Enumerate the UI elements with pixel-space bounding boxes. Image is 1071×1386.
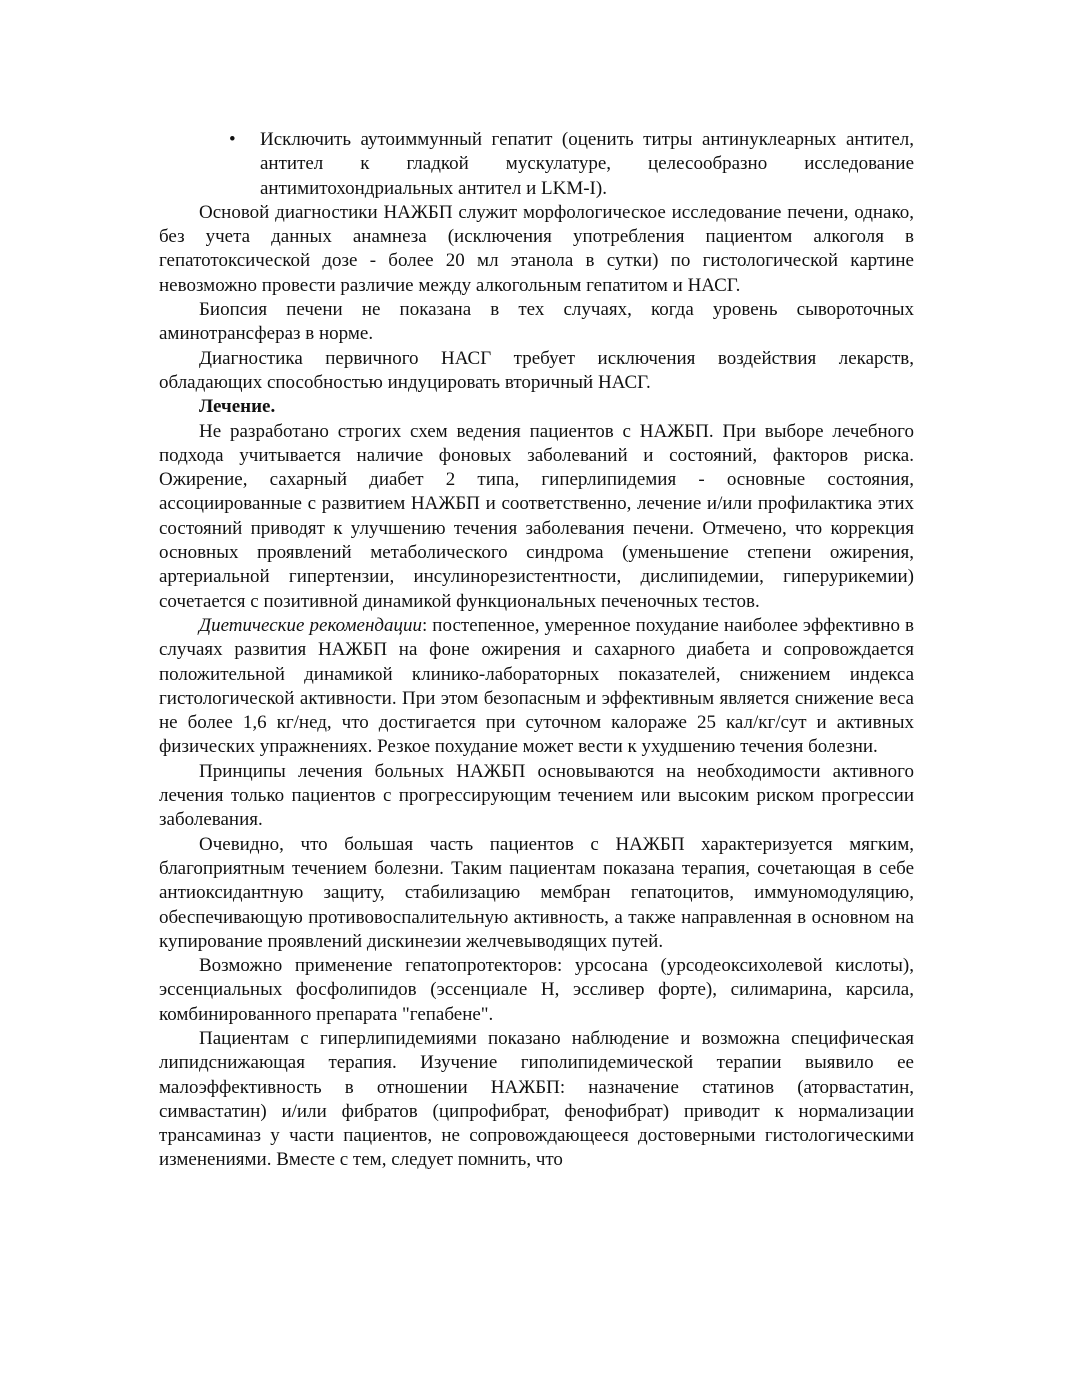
paragraph-treatment-schemes: Не разработано строгих схем ведения пациентов с НАЖБП. При выборе лечебного подхода учитывается наличие фоновых заболеваний и состояний, факторов риска. Ожирение, сахарный диабет 2 типа, гиперлипидемия - основные состояния, ассоциированные с развитием НАЖБП и соответственно, лечение и/или профилактика этих состояний приводят к улучшению течения заболевания печени. Отмечено, что коррекция основных проявлений метаболического синдрома (уменьшение степени ожирения, артериальной гипертензии, инсулинорезистентности, дислипидемии, гиперурикемии) сочетается с позитивной динамикой функциональных печеночных тестов.: [159, 420, 914, 612]
document-page: [159, 128, 914, 1173]
paragraph-primary-nash: Диагностика первичного НАСГ требует исключения воздействия лекарств, обладающих способностью индуцировать вторичный НАСГ.: [159, 347, 914, 393]
paragraph-hepatoprotectors: Возможно применение гепатопротекторов: урсосана (урсодеоксихолевой кислоты), эссенциальных фосфолипидов (эссенциале Н, эссливер форте), силимарина, карсила, комбинированного препарата "гепабене".: [159, 955, 914, 1025]
section-heading-treatment: Лечение.: [199, 396, 276, 418]
diet-recommendations-term: Диетические рекомендации: [199, 614, 422, 636]
diet-recommendations-text: : постепенное, умеренное похудание наиболее эффективно в случаях развития НАЖБП на фоне ожирения и сахарного диабета и сопровождается положительной динамикой клинико-лабораторных показателей, снижением индекса гистологической активности. При этом безопасным и эффективным является снижение веса не более 1,6 кг/нед, что достигается при суточном калораже 25 кал/кг/сут и активных физических упражнениях. Резкое похудание может вести к ухудшению течения болезни.: [159, 614, 914, 758]
paragraph-hyperlipidemia: Пациентам с гиперлипидемиями показано наблюдение и возможна специфическая липидснижающая терапия. Изучение гиполипидемической терапии выявило ее малоэффективность в отношении НАЖБП: назначение статинов (аторвастатин, симвастатин) и/или фибратов (ципрофибрат, фенофибрат) приводит к нормализации трансаминаз у части пациентов, не сопровождающееся достоверными гистологическими изменениями. Вместе с тем, следует помнить, что: [159, 1027, 914, 1171]
paragraph-diet: [159, 614, 914, 760]
bullet-mark: •: [229, 129, 236, 150]
paragraph-treatment-principles: Принципы лечения больных НАЖБП основываются на необходимости активного лечения только пациентов с прогрессирующим течением или высоким риском прогрессии заболевания.: [159, 760, 914, 831]
bullet-text: Исключить аутоиммунный гепатит (оценить титры антинуклеарных антител, антител к гладкой мускулатуре, целесообразно исследование антимитохондриальных антител и LKM-I).: [260, 129, 914, 199]
bullet-list: [159, 128, 914, 201]
list-item: [159, 128, 914, 201]
paragraph-biopsy: Биопсия печени не показана в тех случаях, когда уровень сывороточных аминотрансфераз в норме.: [159, 299, 914, 345]
paragraph-diagnostics-basis: Основой диагностики НАЖБП служит морфологическое исследование печени, однако, без учета данных анамнеза (исключения употребления пациентом алкоголя в гепатотоксической дозе - более 20 мл этанола в сутки) по гистологической картине невозможно провести различие между алкогольным гепатитом и НАСГ.: [159, 201, 914, 296]
paragraph-mild-course: Очевидно, что большая часть пациентов с НАЖБП характеризуется мягким, благоприятным течением болезни. Таким пациентам показана терапия, сочетающая в себе антиоксидантную защиту, стабилизацию мембран гепатоцитов, иммуномодуляцию, обеспечивающую противовоспалительную активность, а также направленная в основном на купирование проявлений дискинезии желчевыводящих путей.: [159, 833, 914, 952]
